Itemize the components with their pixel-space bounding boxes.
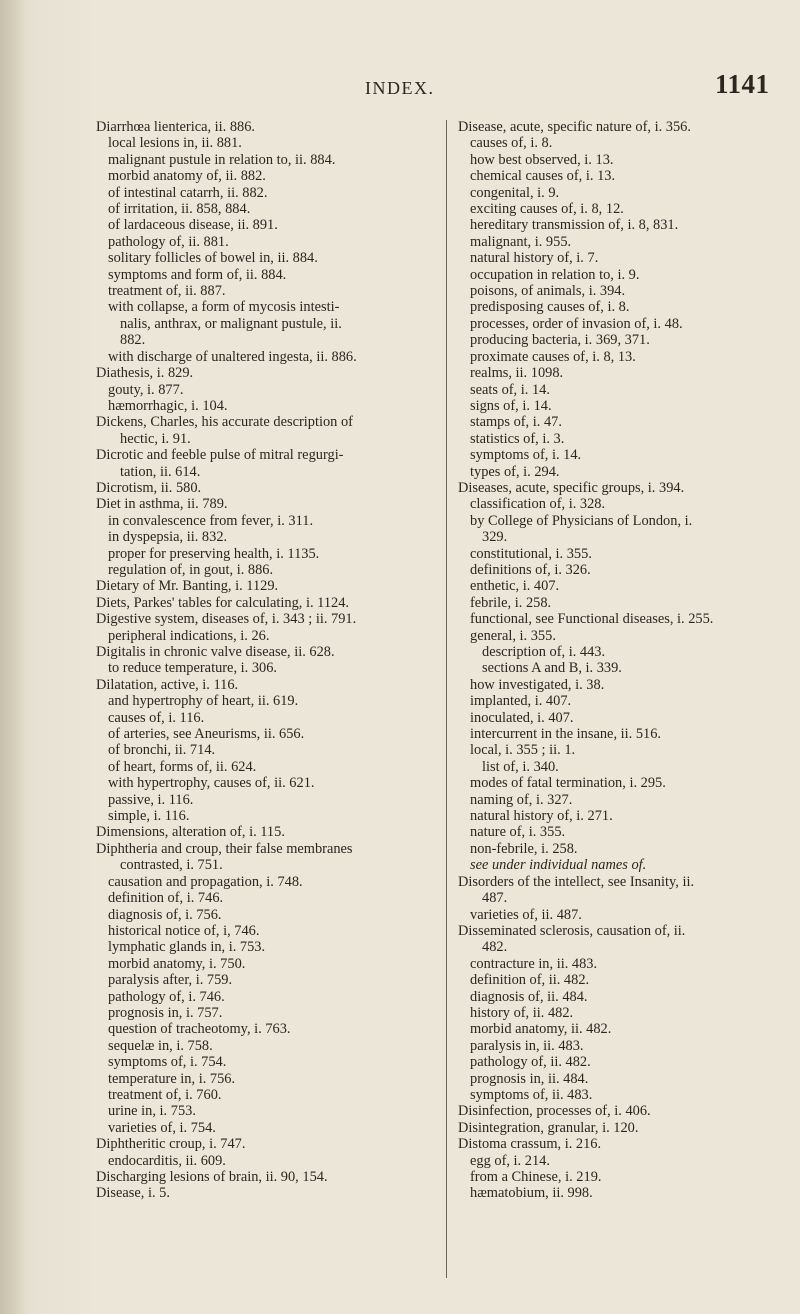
index-subentry: varieties of, ii. 487. [470, 906, 582, 923]
index-subentry: pathology of, ii. 482. [470, 1054, 591, 1071]
page-title: INDEX. [365, 78, 435, 98]
index-heading-entry: Dicrotism, ii. 580. [96, 479, 202, 496]
index-entry-continuation: tation, ii. 614. [120, 463, 201, 480]
index-subentry: symptoms of, i. 14. [470, 447, 582, 464]
index-subentry: in convalescence from fever, i. 311. [108, 512, 314, 529]
index-entry-continuation: 487. [482, 890, 508, 907]
index-subentry: causes of, i. 116. [108, 709, 205, 726]
index-subentry: malignant pustule in relation to, ii. 884. [108, 151, 336, 168]
index-subentry: treatment of, i. 760. [108, 1086, 222, 1103]
index-subentry: historical notice of, i, 746. [108, 922, 260, 939]
index-subentry: morbid anatomy, ii. 482. [470, 1021, 612, 1038]
index-subentry: causation and propagation, i. 748. [108, 873, 303, 890]
index-subentry: morbid anatomy of, ii. 882. [108, 168, 266, 185]
index-subentry: temperature in, i. 756. [108, 1070, 236, 1087]
index-subentry: of irritation, ii. 858, 884. [108, 201, 251, 218]
index-entry-continuation: contrasted, i. 751. [120, 857, 223, 874]
index-heading-entry: Dietary of Mr. Banting, i. 1129. [96, 578, 279, 595]
index-subentry: endocarditis, ii. 609. [108, 1152, 226, 1169]
index-subentry: enthetic, i. 407. [470, 578, 560, 595]
index-heading-entry: Disinfection, processes of, i. 406. [458, 1103, 651, 1120]
index-subentry: definition of, i. 746. [108, 890, 224, 907]
index-subentry: malignant, i. 955. [470, 233, 572, 250]
index-entry-continuation: description of, i. 443. [482, 644, 606, 660]
index-subentry: diagnosis of, i. 756. [108, 906, 222, 923]
index-entry-continuation: hectic, i. 91. [120, 430, 191, 447]
index-subentry: peripheral indications, i. 26. [108, 627, 270, 644]
index-heading-entry: Diets, Parkes' tables for calculating, i. 1124. [96, 594, 350, 611]
index-subentry: natural history of, i. 7. [470, 250, 599, 267]
index-subentry: chemical causes of, i. 13. [470, 168, 616, 185]
index-subentry: signs of, i. 14. [470, 397, 552, 414]
index-entry-continuation: sections A and B, i. 339. [482, 660, 622, 677]
index-subentry: prognosis in, i. 757. [108, 1004, 223, 1021]
index-subentry: history of, ii. 482. [470, 1004, 574, 1021]
index-heading-entry: Dickens, Charles, his accurate description of [96, 414, 353, 431]
index-subentry: predisposing causes of, i. 8. [470, 299, 630, 316]
index-subentry: natural history of, i. 271. [470, 808, 613, 825]
index-entry-continuation: 482. [482, 939, 508, 956]
index-subentry: types of, i. 294. [470, 463, 560, 480]
index-heading-entry: Diphtheritic croup, i. 747. [96, 1136, 246, 1153]
index-subentry: causes of, i. 8. [470, 135, 553, 152]
index-subentry: proper for preserving health, i. 1135. [108, 545, 320, 562]
index-heading-entry: Dicrotic and feeble pulse of mitral regurgi- [96, 447, 344, 464]
index-heading-entry: Disease, i. 5. [96, 1185, 170, 1202]
index-subentry: nature of, i. 355. [470, 824, 566, 841]
index-subentry: simple, i. 116. [108, 808, 190, 825]
index-subentry: naming of, i. 327. [470, 791, 573, 808]
index-subentry: of intestinal catarrh, ii. 882. [108, 184, 268, 201]
index-heading-entry: Dilatation, active, i. 116. [96, 676, 239, 693]
index-heading-entry: Distoma crassum, i. 216. [458, 1136, 602, 1153]
index-subentry: question of tracheotomy, i. 763. [108, 1021, 291, 1038]
index-subentry: with discharge of unaltered ingesta, ii. 886. [108, 348, 357, 365]
index-heading-entry: Diseases, acute, specific groups, i. 394. [458, 479, 685, 496]
index-subentry: urine in, i. 753. [108, 1103, 196, 1120]
index-heading-entry: Diarrhœa lienterica, ii. 886. [96, 119, 256, 135]
index-subentry: to reduce temperature, i. 306. [108, 660, 278, 677]
index-entry-continuation: nalis, anthrax, or malignant pustule, ii. [120, 315, 342, 332]
index-subentry: gouty, i. 877. [108, 381, 184, 398]
index-subentry: statistics of, i. 3. [470, 430, 565, 447]
index-subentry: constitutional, i. 355. [470, 545, 592, 562]
index-subentry: prognosis in, ii. 484. [470, 1070, 589, 1087]
index-subentry: pathology of, i. 746. [108, 988, 225, 1005]
index-heading-entry: Diathesis, i. 829. [96, 365, 194, 382]
page-number: 1141 [715, 69, 770, 99]
index-subentry: solitary follicles of bowel in, ii. 884. [108, 250, 318, 267]
index-subentry: febrile, i. 258. [470, 594, 552, 611]
index-subentry: passive, i. 116. [108, 791, 194, 808]
index-subentry: with hypertrophy, causes of, ii. 621. [108, 775, 315, 792]
index-subentry: functional, see Functional diseases, i. 255. [470, 611, 714, 628]
index-heading-entry: Diphtheria and croup, their false membranes [96, 840, 353, 857]
index-subentry: contracture in, ii. 483. [470, 955, 598, 972]
index-subentry: in dyspepsia, ii. 832. [108, 529, 228, 546]
index-subentry: realms, ii. 1098. [470, 365, 564, 382]
index-subentry: proximate causes of, i. 8, 13. [470, 348, 636, 365]
index-subentry: symptoms of, ii. 483. [470, 1086, 593, 1103]
index-subentry: definition of, ii. 482. [470, 972, 590, 989]
index-heading-entry: Digitalis in chronic valve disease, ii. 628. [96, 644, 335, 660]
index-subentry: of lardaceous disease, ii. 891. [108, 217, 278, 234]
index-subentry: implanted, i. 407. [470, 693, 572, 710]
index-subentry: local, i. 355 ; ii. 1. [470, 742, 576, 759]
index-subentry: paralysis after, i. 759. [108, 972, 233, 989]
index-heading-entry: Disseminated sclerosis, causation of, ii. [458, 922, 686, 939]
index-subentry: hereditary transmission of, i. 8, 831. [470, 217, 679, 234]
index-subentry: of bronchi, ii. 714. [108, 742, 216, 759]
index-subentry: how best observed, i. 13. [470, 151, 614, 168]
index-subentry: with collapse, a form of mycosis intesti- [108, 299, 340, 316]
index-entry-continuation: list of, i. 340. [482, 758, 559, 775]
index-subentry: and hypertrophy of heart, ii. 619. [108, 693, 299, 710]
index-subentry: morbid anatomy, i. 750. [108, 955, 246, 972]
index-subentry: egg of, i. 214. [470, 1152, 550, 1169]
index-subentry: occupation in relation to, i. 9. [470, 266, 640, 283]
index-heading-entry: Discharging lesions of brain, ii. 90, 154. [96, 1169, 328, 1185]
index-subentry: from a Chinese, i. 219. [470, 1169, 602, 1185]
index-subentry: treatment of, ii. 887. [108, 283, 226, 300]
index-subentry: regulation of, in gout, i. 886. [108, 561, 274, 578]
column-divider [446, 120, 447, 1278]
index-subentry: definitions of, i. 326. [470, 561, 591, 578]
index-subentry: modes of fatal termination, i. 295. [470, 775, 666, 792]
index-subentry: hæmatobium, ii. 998. [470, 1185, 593, 1202]
index-subentry: hæmorrhagic, i. 104. [108, 397, 228, 414]
index-subentry: paralysis in, ii. 483. [470, 1037, 584, 1054]
index-subentry: varieties of, i. 754. [108, 1119, 216, 1136]
index-heading-entry: Disintegration, granular, i. 120. [458, 1119, 639, 1136]
index-subentry: symptoms and form of, ii. 884. [108, 266, 287, 283]
index-subentry: symptoms of, i. 754. [108, 1054, 227, 1071]
index-subentry: of heart, forms of, ii. 624. [108, 758, 257, 775]
index-subentry: sequelæ in, i. 758. [108, 1037, 213, 1054]
index-subentry: non-febrile, i. 258. [470, 840, 578, 857]
index-entry-continuation: 329. [482, 529, 508, 546]
index-heading-entry: Digestive system, diseases of, i. 343 ; ii. 791. [96, 611, 357, 628]
index-subentry: classification of, i. 328. [470, 496, 606, 513]
index-subentry: processes, order of invasion of, i. 48. [470, 315, 683, 332]
index-subentry: local lesions in, ii. 881. [108, 135, 242, 152]
index-subentry: exciting causes of, i. 8, 12. [470, 201, 624, 218]
index-subentry: diagnosis of, ii. 484. [470, 988, 588, 1005]
index-subentry: general, i. 355. [470, 627, 556, 644]
binding-gutter-shadow [0, 0, 26, 1314]
index-heading-entry: Diet in asthma, ii. 789. [96, 496, 228, 513]
index-subentry: intercurrent in the insane, ii. 516. [470, 726, 662, 743]
index-entry-continuation: 882. [120, 332, 146, 349]
index-subentry: seats of, i. 14. [470, 381, 550, 398]
index-subentry: by College of Physicians of London, i. [470, 512, 693, 529]
index-subentry: stamps of, i. 47. [470, 414, 562, 431]
page-header [0, 66, 800, 106]
index-subentry: producing bacteria, i. 369, 371. [470, 332, 650, 349]
index-heading-entry: Dimensions, alteration of, i. 115. [96, 824, 285, 841]
index-subentry: pathology of, ii. 881. [108, 233, 229, 250]
index-subentry: how investigated, i. 38. [470, 676, 605, 693]
index-subentry: of arteries, see Aneurisms, ii. 656. [108, 726, 305, 743]
index-subentry: see under individual names of. [470, 857, 647, 874]
index-heading-entry: Disorders of the intellect, see Insanity, ii. [458, 873, 695, 890]
index-subentry: inoculated, i. 407. [470, 709, 574, 726]
index-subentry: congenital, i. 9. [470, 184, 560, 201]
index-subentry: poisons, of animals, i. 394. [470, 283, 626, 300]
index-heading-entry: Disease, acute, specific nature of, i. 356. [458, 119, 691, 135]
index-column-right [458, 119, 778, 1202]
index-column-left [96, 119, 436, 1202]
index-subentry: lymphatic glands in, i. 753. [108, 939, 266, 956]
